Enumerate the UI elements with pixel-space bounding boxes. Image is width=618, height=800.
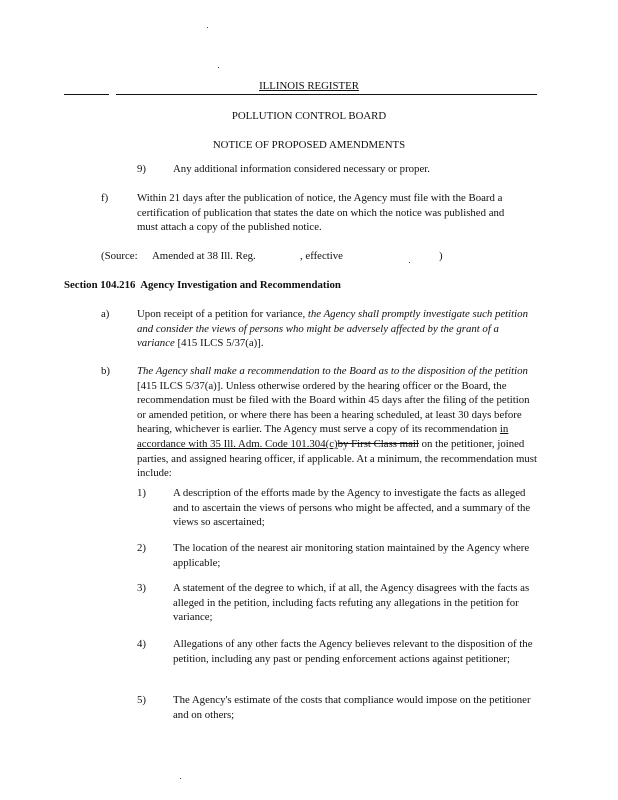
header-rule-left — [64, 94, 109, 95]
register-title: ILLINOIS REGISTER — [259, 80, 359, 92]
item-b-text2: on the petitioner, joined parties, and assigned hearing officer, if applicable. At a minimum, the recommendation must include: — [137, 437, 537, 480]
notice-title: NOTICE OF PROPOSED AMENDMENTS — [212, 139, 406, 151]
scan-speck — [180, 778, 181, 779]
item-a-lead: Upon receipt of a petition for variance, — [137, 308, 306, 320]
sub-item-2-label: 2) — [137, 542, 146, 554]
section-title: Agency Investigation and Recommendation — [140, 279, 341, 291]
section-heading — [64, 278, 341, 293]
item-b-text1: [415 ILCS 5/37(a)]. Unless otherwise ordered by the hearing officer or the Board, the recommendation must be filed with the Board within 45 days after the filing of the petition or amended petition, or where there has been a hearing scheduled, at least 30 days before hearing, whichever is earlier. The Agency must serve a copy of its recommendation — [137, 379, 530, 436]
sub-item-4-text: Allegations of any other facts the Agency believes relevant to the disposition of the petition, including any past or pending enforcement actions against petitioner; — [173, 638, 533, 665]
scan-speck — [218, 67, 219, 68]
item-b-italic: The Agency shall make a recommendation to the Board as to the disposition of the petition — [137, 365, 528, 377]
item-f-label: f) — [101, 192, 109, 204]
sub-item-3-label: 3) — [137, 582, 146, 594]
item-a-label: a) — [101, 308, 110, 320]
sub-item-1-label: 1) — [137, 487, 146, 499]
item-b-struck: by First Class mail — [337, 437, 419, 450]
source-amended: Amended at 38 Ill. Reg. — [152, 250, 256, 262]
sub-item-3-text: A statement of the degree to which, if at all, the Agency disagrees with the facts as alleged in the petition, including facts refuting any allegations in the petition for variance; — [173, 582, 530, 624]
sub-item-5-text: The Agency's estimate of the costs that compliance would impose on the petitioner and on others; — [173, 694, 531, 721]
source-close: ) — [439, 250, 443, 262]
board-name: POLLUTION CONTROL BOARD — [231, 110, 387, 122]
section-number: Section 104.216 — [64, 279, 136, 291]
item-9-label: 9) — [137, 163, 146, 175]
item-a-cite: [415 ILCS 5/37(a)]. — [177, 337, 264, 350]
item-b-inserted: in accordance with 35 Ill. Adm. Code 101.304(c) — [137, 423, 509, 450]
item-a-italic: the Agency shall promptly investigate such petition and consider the views of persons who might be adversely affected by the grant of a variance — [137, 308, 528, 350]
sub-item-1-text: A description of the efforts made by the Agency to investigate the facts as alleged and to ascertain the views of persons who might be affected, and a summary of the views so ascertained; — [173, 487, 531, 529]
scan-speck — [207, 27, 208, 28]
item-a-text — [137, 307, 537, 351]
source-open: (Source: — [101, 250, 138, 262]
sub-item-2-text: The location of the nearest air monitoring station maintained by the Agency where applicable; — [173, 542, 530, 569]
item-b-text — [137, 364, 538, 481]
item-f-text: Within 21 days after the publication of notice, the Agency must file with the Board a certification of publication that states the date on which the notice was published and must attach a copy of the published notice. — [137, 192, 505, 234]
item-b-label: b) — [101, 365, 110, 377]
item-9-text: Any additional information considered necessary or proper. — [173, 163, 430, 175]
sub-item-5-label: 5) — [137, 694, 146, 706]
source-line — [101, 249, 521, 264]
header-rule-right — [116, 94, 537, 95]
sub-item-4-label: 4) — [137, 638, 146, 650]
source-effective: , effective — [300, 250, 343, 262]
